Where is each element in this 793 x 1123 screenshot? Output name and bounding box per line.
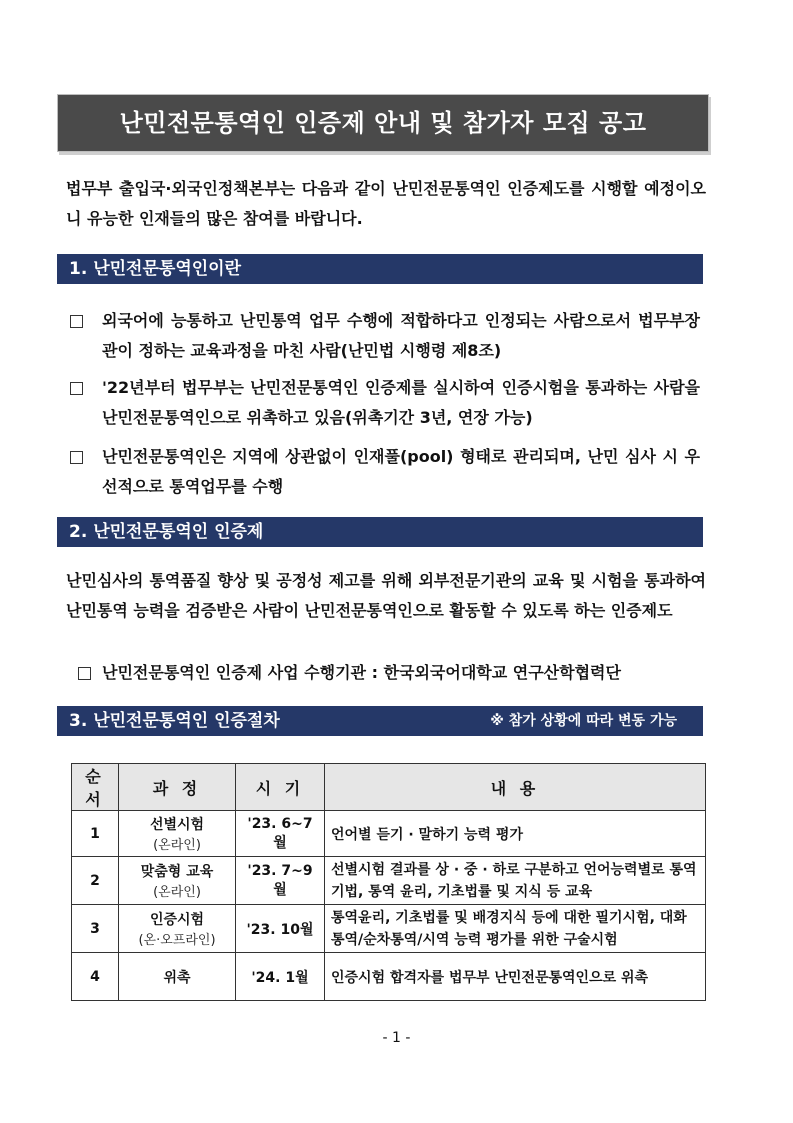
row-period: '23. 6~7월 (236, 811, 325, 857)
process-name: 맞춤형 교육 (140, 864, 214, 880)
section-3-note: ※ 참가 상황에 따라 변동 가능 (490, 713, 677, 729)
section-2-header (57, 517, 703, 547)
process-mode: (온라인) (153, 838, 201, 853)
row-order: 3 (72, 905, 119, 953)
header-order: 순서 (72, 764, 119, 811)
row-order: 2 (72, 857, 119, 905)
process-mode: (온라인) (153, 885, 201, 900)
section-1-bullet-2 (68, 373, 700, 433)
header-content: 내 용 (325, 764, 706, 811)
process-name: 선별시험 (149, 817, 205, 833)
bullet-text: 외국어에 능통하고 난민통역 업무 수행에 적합하다고 인정되는 사람으로서 법무부장관이 정하는 교육과정을 마친 사람(난민법 시행령 제8조) (102, 311, 700, 360)
checkbox-icon (78, 667, 91, 680)
section-1-heading: 1. 난민전문통역인이란 (69, 259, 242, 279)
section-2-heading: 2. 난민전문통역인 인증제 (69, 522, 264, 542)
bullet-text: 난민전문통역인 인증제 사업 수행기관 : 한국외국어대학교 연구산학협력단 (102, 663, 621, 682)
section-2-bullet (78, 658, 698, 688)
table-row (72, 811, 706, 857)
row-period: '23. 7~9월 (236, 857, 325, 905)
row-process (119, 905, 236, 953)
row-content: 선별시험 결과를 상 · 중 · 하로 구분하고 언어능력별로 통역 기법, 통역 윤리, 기초법률 및 지식 등 교육 (325, 857, 706, 905)
process-name: 인증시험 (149, 912, 205, 928)
checkbox-icon (70, 382, 83, 395)
row-process (119, 811, 236, 857)
row-content: 통역윤리, 기초법률 및 배경지식 등에 대한 필기시험, 대화통역/순차통역/시역 능력 평가를 위한 구술시험 (325, 905, 706, 953)
intro-paragraph: 법무부 출입국·외국인정책본부는 다음과 같이 난민전문통역인 인증제도를 시행할 예정이오니 유능한 인재들의 많은 참여를 바랍니다. (66, 179, 706, 228)
table-header-row (72, 764, 706, 811)
bullet-text: '22년부터 법무부는 난민전문통역인 인증제를 실시하여 인증시험을 통과하는 사람을 난민전문통역인으로 위촉하고 있음(위촉기간 3년, 연장 가능) (102, 378, 700, 427)
section-2-body: 난민심사의 통역품질 향상 및 공정성 제고를 위해 외부전문기관의 교육 및 시험을 통과하여 난민통역 능력을 검증받은 사람이 난민전문통역인으로 활동할 수 있도록 하는 인증제도 (66, 571, 706, 620)
procedure-table (71, 763, 706, 1001)
page-number: - 1 - (382, 1030, 411, 1046)
row-period: '23. 10월 (236, 905, 325, 953)
section-1-bullet-3 (68, 442, 700, 502)
header-process: 과 정 (119, 764, 236, 811)
row-order: 4 (72, 953, 119, 1001)
row-process: 위촉 (119, 953, 236, 1001)
row-order: 1 (72, 811, 119, 857)
process-mode: (온·오프라인) (138, 933, 216, 948)
page-title: 난민전문통역인 인증제 안내 및 참가자 모집 공고 (119, 109, 647, 137)
row-period: '24. 1월 (236, 953, 325, 1001)
table-row (72, 953, 706, 1001)
page-title-box (57, 94, 709, 152)
section-3-heading: 3. 난민전문통역인 인증절차 (69, 711, 280, 731)
section-3-header (57, 706, 703, 736)
checkbox-icon (70, 451, 83, 464)
checkbox-icon (70, 315, 83, 328)
bullet-text: 난민전문통역인은 지역에 상관없이 인재풀(pool) 형태로 관리되며, 난민 심사 시 우선적으로 통역업무를 수행 (102, 447, 700, 496)
table-row (72, 857, 706, 905)
row-process (119, 857, 236, 905)
row-content: 인증시험 합격자를 법무부 난민전문통역인으로 위촉 (325, 953, 706, 1001)
header-period: 시 기 (236, 764, 325, 811)
table-row (72, 905, 706, 953)
section-1-header (57, 254, 703, 284)
section-1-bullet-1 (68, 306, 700, 366)
row-content: 언어별 듣기 · 말하기 능력 평가 (325, 811, 706, 857)
